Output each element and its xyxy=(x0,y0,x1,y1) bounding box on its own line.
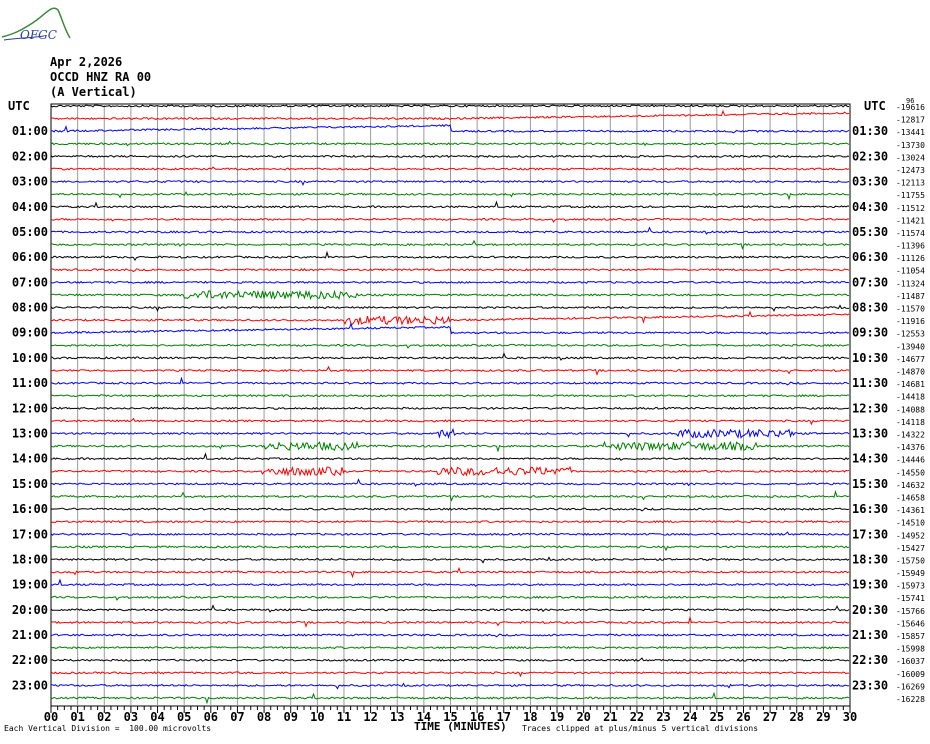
right-hour-label: 20:30 xyxy=(852,602,889,617)
left-hour-label: 12:00 xyxy=(11,401,48,416)
offset-label: -14632 xyxy=(896,480,925,490)
offset-label: -14376 xyxy=(896,443,925,453)
offset-label: -15741 xyxy=(896,594,925,604)
offset-label: -14952 xyxy=(896,531,925,541)
right-hour-label: 12:30 xyxy=(852,401,889,416)
offset-label: -15857 xyxy=(896,632,925,642)
offset-label: -12553 xyxy=(896,329,925,339)
date-label: Apr 2,2026 xyxy=(50,55,123,69)
offset-label: -15766 xyxy=(896,606,925,616)
right-hour-label: 07:30 xyxy=(852,275,889,290)
x-tick-label: 01 xyxy=(70,710,85,724)
logo-text: OFGC xyxy=(20,28,57,42)
offset-label: -13940 xyxy=(896,342,925,352)
offset-label: -14681 xyxy=(896,380,925,390)
right-hour-label: 06:30 xyxy=(852,250,889,265)
right-hour-label: 18:30 xyxy=(852,552,889,567)
left-hour-label: 20:00 xyxy=(11,602,48,617)
x-tick-label: 27 xyxy=(762,710,778,724)
right-hour-label: 17:30 xyxy=(852,527,889,542)
offset-label: -15973 xyxy=(896,581,925,591)
right-hour-label: 09:30 xyxy=(852,325,889,340)
x-tick-label: 28 xyxy=(789,710,804,724)
x-tick-label: 03 xyxy=(123,710,139,724)
offset-label: -14361 xyxy=(896,506,925,516)
x-tick-label: 21 xyxy=(603,710,618,724)
offset-label: -13730 xyxy=(896,140,925,150)
left-hour-label: 18:00 xyxy=(11,552,48,567)
x-tick-label: 20 xyxy=(576,710,591,724)
offset-label: -14550 xyxy=(896,468,925,478)
offset-label: -14088 xyxy=(896,405,925,415)
left-hour-label: 03:00 xyxy=(11,174,48,189)
right-hour-label: 02:30 xyxy=(852,149,889,164)
offset-label: -14446 xyxy=(896,455,925,465)
x-tick-label: 11 xyxy=(336,710,352,724)
left-hour-label: 16:00 xyxy=(11,502,48,517)
offset-label: -15949 xyxy=(896,569,925,579)
offset-label: -13024 xyxy=(896,153,925,163)
x-tick-label: 15 xyxy=(443,710,458,724)
left-hour-label: 06:00 xyxy=(11,250,48,265)
x-tick-label: 00 xyxy=(43,710,59,724)
offset-label: -14118 xyxy=(896,417,925,427)
offset-label: -14870 xyxy=(896,367,925,377)
x-tick-label: 08 xyxy=(256,710,272,724)
offset-label: -11487 xyxy=(896,291,925,301)
left-hour-label: 10:00 xyxy=(11,350,48,365)
right-hour-label: 03:30 xyxy=(852,174,889,189)
offset-label: -11570 xyxy=(896,304,925,314)
x-tick-label: 29 xyxy=(816,710,831,724)
left-hour-label: 07:00 xyxy=(11,275,48,290)
x-tick-label: 13 xyxy=(390,710,405,724)
x-tick-label: 02 xyxy=(97,710,112,724)
right-hour-label: 05:30 xyxy=(852,224,889,239)
station-label: OCCD HNZ RA 00 xyxy=(50,70,152,84)
left-hour-label: 17:00 xyxy=(11,527,48,542)
right-hour-label: 14:30 xyxy=(852,451,889,466)
offset-label: -14510 xyxy=(896,518,925,528)
right-hour-label: 01:30 xyxy=(852,124,889,139)
offset-label: -14418 xyxy=(896,392,925,402)
left-hour-label: 19:00 xyxy=(11,577,48,592)
x-tick-label: 06 xyxy=(203,710,219,724)
offset-label: -11126 xyxy=(896,254,925,264)
right-hour-label: 16:30 xyxy=(852,502,889,517)
left-hour-label: 23:00 xyxy=(11,678,48,693)
x-tick-label: 26 xyxy=(736,710,751,724)
left-hour-label: 08:00 xyxy=(11,300,48,315)
right-hour-label: 13:30 xyxy=(852,426,889,441)
offset-label: -16037 xyxy=(896,657,925,667)
x-tick-label: 18 xyxy=(523,710,538,724)
offset-label: -11421 xyxy=(896,216,925,226)
right-hour-label: 04:30 xyxy=(852,199,889,214)
offset-label: -11054 xyxy=(896,266,925,276)
offset-label: -15998 xyxy=(896,644,925,654)
x-tick-label: 09 xyxy=(283,710,298,724)
x-axis-label: TIME (MINUTES) xyxy=(414,720,507,733)
offset-label: -13441 xyxy=(896,128,925,138)
x-tick-label: 16 xyxy=(469,710,485,724)
offset-label: -16009 xyxy=(896,669,925,679)
left-hour-label: 11:00 xyxy=(11,376,48,391)
right-hour-label: 15:30 xyxy=(852,476,889,491)
offset-label: -16228 xyxy=(896,695,925,704)
right-hour-label: 10:30 xyxy=(852,350,889,365)
offset-label: -11396 xyxy=(896,241,925,251)
offset-label: -11916 xyxy=(896,317,925,327)
left-hour-label: 22:00 xyxy=(11,653,48,668)
x-tick-label: 07 xyxy=(230,710,245,724)
offset-label: -11512 xyxy=(896,203,925,213)
right-hour-label: 08:30 xyxy=(852,300,889,315)
left-hour-label: 01:00 xyxy=(11,124,48,139)
right-hour-label: 21:30 xyxy=(852,628,889,643)
offset-label: -11324 xyxy=(896,279,925,289)
left-hour-label: 09:00 xyxy=(11,325,48,340)
x-tick-label: 23 xyxy=(656,710,671,724)
right-hour-label: 22:30 xyxy=(852,653,889,668)
component-label: (A Vertical) xyxy=(50,85,137,99)
right-hour-label: 19:30 xyxy=(852,577,889,592)
left-hour-label: 13:00 xyxy=(11,426,48,441)
right-utc-label: UTC xyxy=(864,99,886,113)
offset-label: -14658 xyxy=(896,493,925,503)
x-tick-label: 14 xyxy=(416,710,432,724)
offset-label: -11755 xyxy=(896,191,925,201)
x-tick-label: 05 xyxy=(176,710,192,724)
x-tick-label: 30 xyxy=(842,710,858,724)
x-tick-label: 17 xyxy=(496,710,511,724)
x-tick-label: 12 xyxy=(363,710,378,724)
x-tick-label: 04 xyxy=(150,710,165,724)
offset-label: -12113 xyxy=(896,178,925,188)
offset-label: -12473 xyxy=(896,165,925,175)
x-tick-label: 19 xyxy=(549,710,565,724)
x-tick-label: 24 xyxy=(682,710,698,724)
offset-label: -14322 xyxy=(896,430,925,440)
offset-label: -16269 xyxy=(896,682,925,692)
offset-label: -19616 xyxy=(896,103,925,112)
clip-note: Traces clipped at plus/minus 5 vertical divisions xyxy=(522,724,759,733)
offset-label: -14677 xyxy=(896,354,925,364)
offset-label: -15427 xyxy=(896,543,925,553)
offset-label: -15750 xyxy=(896,556,925,566)
scale-note: Each Vertical Division = 100.00 microvolts xyxy=(4,724,212,733)
right-hour-label: 11:30 xyxy=(852,376,889,391)
left-hour-label: 21:00 xyxy=(11,628,48,643)
right-hour-label: 23:30 xyxy=(852,678,889,693)
left-hour-label: 05:00 xyxy=(11,224,48,239)
left-hour-label: 14:00 xyxy=(11,451,48,466)
left-hour-label: 15:00 xyxy=(11,476,48,491)
x-tick-label: 10 xyxy=(310,710,325,724)
offset-label: -15646 xyxy=(896,619,925,629)
offset-label: -12817 xyxy=(896,115,925,125)
offset-label: -11574 xyxy=(896,228,925,238)
x-tick-label: 22 xyxy=(629,710,645,724)
left-hour-label: 04:00 xyxy=(11,199,48,214)
left-hour-label: 02:00 xyxy=(11,149,48,164)
left-utc-label: UTC xyxy=(8,99,30,113)
x-tick-label: 25 xyxy=(709,710,725,724)
corner-label: 96 xyxy=(906,97,915,105)
